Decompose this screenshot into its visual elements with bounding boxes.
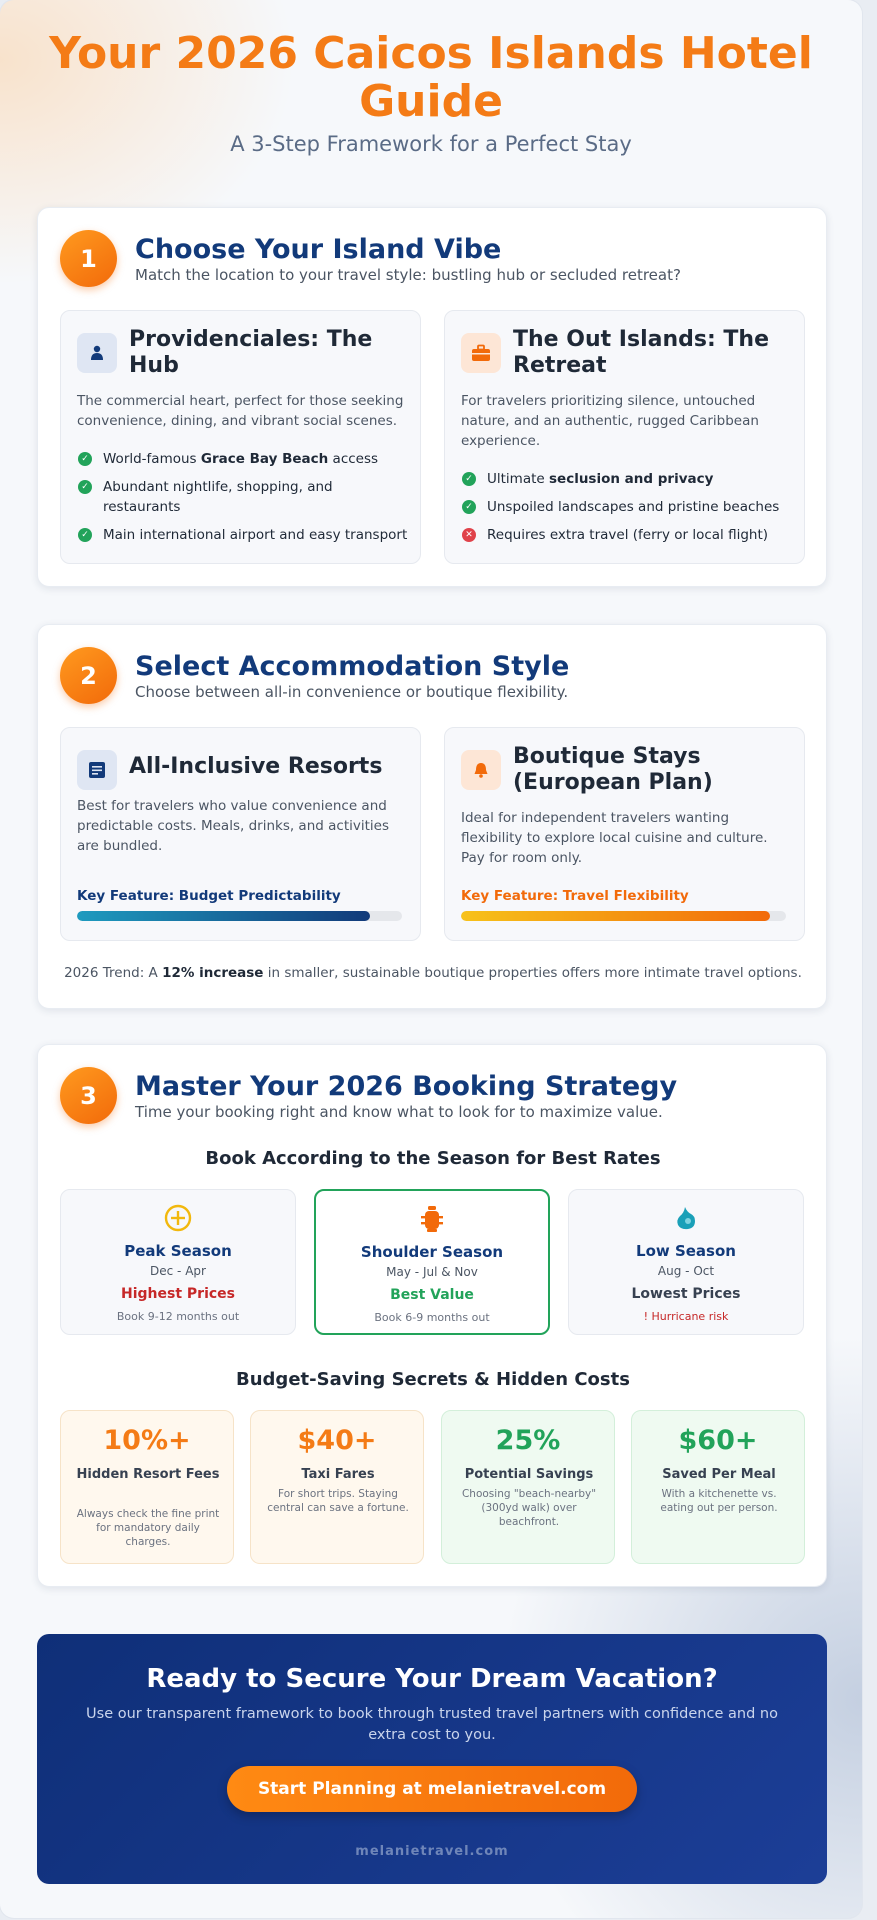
travel-flexibility-bar — [461, 911, 786, 921]
secret-desc: Choosing "beach-nearby" (300yd walk) over beachfront. — [461, 1488, 597, 1528]
step3-title: Master Your 2026 Booking Strategy — [135, 1071, 678, 1102]
secret-card-taxi — [250, 1410, 424, 1564]
check-icon: ✓ — [462, 472, 476, 486]
sun-icon — [61, 1202, 295, 1234]
list-item: ✓ Unspoiled landscapes and pristine beaches — [461, 497, 796, 517]
secret-value: 10%+ — [103, 1425, 191, 1456]
all-inclusive-panel — [60, 727, 421, 941]
page-title: Your 2026 Caicos Islands Hotel Guide — [49, 28, 813, 127]
out-islands-desc: For travelers prioritizing silence, untouched nature, and an authentic, rugged Caribbean experience. — [461, 393, 759, 449]
check-icon: ✓ — [462, 500, 476, 514]
all-inclusive-title: All-Inclusive Resorts — [129, 754, 383, 779]
secret-value: $40+ — [297, 1425, 377, 1456]
step1-number-badge: 1 — [60, 230, 117, 287]
providenciales-desc: The commercial heart, perfect for those seeking convenience, dining, and vibrant social scenes. — [77, 393, 404, 429]
list-item: ✓ Abundant nightlife, shopping, and restaurants — [77, 477, 412, 517]
site-link[interactable]: melanietravel.com — [355, 1844, 509, 1859]
receipt-icon — [77, 750, 117, 790]
step3-number-badge: 3 — [60, 1067, 117, 1124]
step2-number-badge: 2 — [60, 647, 117, 704]
step2-subtitle: Choose between all-in convenience or boutique flexibility. — [135, 683, 569, 701]
season-name: Shoulder Season — [360, 1243, 504, 1261]
trend-note: 2026 Trend: A 12% increase in smaller, sustainable boutique properties offers more intimate travel options. — [64, 965, 802, 981]
season-note: ! Hurricane risk — [643, 1310, 729, 1323]
cta-body: Use our transparent framework to book through trusted travel partners with confidence and no extra cost to you. — [86, 1706, 778, 1743]
check-icon: ✓ — [78, 480, 92, 494]
season-card-peak — [60, 1189, 296, 1335]
secret-desc: For short trips. Staying central can save a fortune. — [267, 1488, 409, 1514]
season-name: Low Season — [636, 1242, 736, 1260]
secret-desc: With a kitchenette vs. eating out per person. — [660, 1488, 778, 1514]
season-months: Aug - Oct — [657, 1264, 715, 1278]
secret-card-resort-fees — [60, 1410, 234, 1564]
secret-title: Potential Savings — [464, 1467, 594, 1482]
cta-banner — [37, 1634, 827, 1884]
secrets-heading: Budget-Saving Secrets & Hidden Costs — [236, 1369, 630, 1390]
season-name: Peak Season — [124, 1242, 232, 1260]
lantern-icon — [316, 1203, 548, 1235]
season-card-shoulder — [314, 1189, 550, 1335]
secret-card-savings — [441, 1410, 615, 1564]
list-item: ✓ Ultimate seclusion and privacy — [461, 469, 796, 489]
secret-value: $60+ — [678, 1425, 758, 1456]
bell-icon — [461, 750, 501, 790]
check-icon: ✓ — [78, 528, 92, 542]
cross-icon: ✕ — [462, 528, 476, 542]
secret-card-meal — [631, 1410, 805, 1564]
season-price: Best Value — [390, 1287, 474, 1303]
boutique-desc: Ideal for independent travelers wanting flexibility to explore local cuisine and culture. Pay for room only. — [461, 810, 768, 866]
step2-title: Select Accommodation Style — [135, 651, 570, 682]
step1-card — [37, 207, 827, 587]
out-islands-title: The Out Islands: The Retreat — [513, 327, 770, 378]
bar-fill — [461, 911, 770, 921]
boutique-panel — [444, 727, 805, 941]
season-note: Book 6-9 months out — [374, 1311, 490, 1324]
season-months: May - Jul & Nov — [386, 1265, 478, 1279]
feature-label: Key Feature: Travel Flexibility — [461, 888, 689, 904]
out-islands-panel — [444, 310, 805, 564]
season-months: Dec - Apr — [150, 1264, 206, 1278]
step3-card — [37, 1044, 827, 1587]
all-inclusive-desc: Best for travelers who value convenience and predictable costs. Meals, drinks, and activities are bundled. — [77, 798, 389, 854]
seasons-heading: Book According to the Season for Best Rates — [205, 1148, 661, 1169]
secret-title: Taxi Fares — [301, 1467, 375, 1482]
page-subtitle: A 3-Step Framework for a Perfect Stay — [230, 132, 632, 156]
season-note: Book 9-12 months out — [116, 1310, 240, 1323]
season-price: Highest Prices — [121, 1286, 235, 1302]
providenciales-panel — [60, 310, 421, 564]
person-icon — [77, 333, 117, 373]
providenciales-title: Providenciales: The Hub — [129, 327, 373, 378]
start-planning-button[interactable]: Start Planning at melanietravel.com — [227, 1766, 637, 1812]
season-price: Lowest Prices — [631, 1286, 741, 1302]
list-item: ✓ Main international airport and easy transport — [77, 525, 412, 545]
feature-label: Key Feature: Budget Predictability — [77, 888, 341, 904]
secret-value: 25% — [495, 1425, 561, 1456]
bar-fill — [77, 911, 370, 921]
suitcase-icon — [461, 333, 501, 373]
secret-desc: Always check the fine print for mandatory daily charges. — [76, 1508, 220, 1548]
list-item: ✓ World-famous Grace Bay Beach access — [77, 449, 412, 469]
step3-subtitle: Time your booking right and know what to look for to maximize value. — [135, 1103, 663, 1121]
step1-subtitle: Match the location to your travel style: bustling hub or secluded retreat? — [135, 266, 681, 284]
storm-icon — [569, 1202, 803, 1234]
boutique-title: Boutique Stays (European Plan) — [513, 744, 713, 795]
season-card-low — [568, 1189, 804, 1335]
step2-card — [37, 624, 827, 1009]
budget-predictability-bar — [77, 911, 402, 921]
step1-title: Choose Your Island Vibe — [135, 234, 502, 265]
cta-title: Ready to Secure Your Dream Vacation? — [146, 1664, 718, 1694]
list-item: ✕ Requires extra travel (ferry or local flight) — [461, 525, 796, 545]
secret-title: Saved Per Meal — [662, 1467, 776, 1482]
secret-title: Hidden Resort Fees — [76, 1467, 220, 1482]
check-icon: ✓ — [78, 452, 92, 466]
